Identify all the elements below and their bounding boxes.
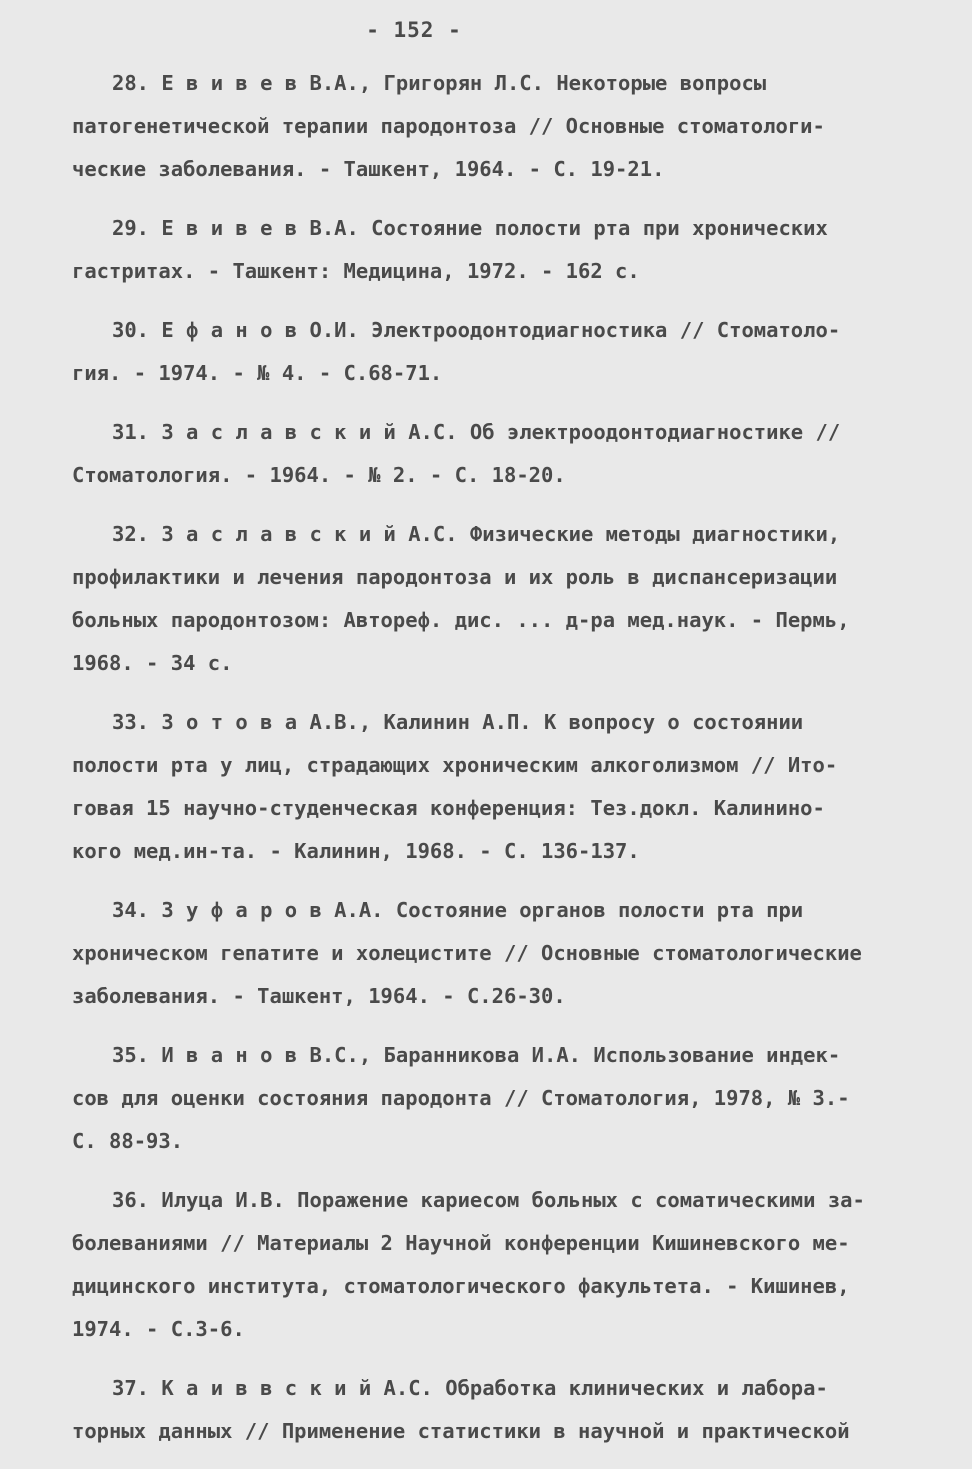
entry-line: заболевания. - Ташкент, 1964. - С.26-30. bbox=[72, 984, 566, 1008]
bibliography-entry bbox=[72, 889, 894, 1018]
entry-line: патогенетической терапии пародонтоза // Основные стоматологи- bbox=[72, 114, 825, 138]
entry-line: хроническом гепатите и холецистите // Основные стоматологические bbox=[72, 941, 862, 965]
entry-line: полости рта у лиц, страдающих хроническим алкоголизмом // Ито- bbox=[72, 753, 838, 777]
bibliography-entry bbox=[72, 207, 894, 293]
entry-line: 35. И в а н о в В.С., Баранникова И.А. Использование индек- bbox=[112, 1043, 841, 1067]
entry-line: 1974. - С.3-6. bbox=[72, 1317, 245, 1341]
entry-line: 28. Е в и в е в В.А., Григорян Л.С. Некоторые вопросы bbox=[112, 71, 767, 95]
entry-line: 36. Илуца И.В. Поражение кариесом больных с соматическими за- bbox=[112, 1188, 865, 1212]
entry-line: болеваниями // Материалы 2 Научной конференции Кишиневского ме- bbox=[72, 1231, 850, 1255]
entry-line: торных данных // Применение статистики в научной и практической bbox=[72, 1419, 850, 1443]
bibliography-entry bbox=[72, 1179, 894, 1351]
entry-line: 30. Е ф а н о в О.И. Электроодонтодиагностика // Стоматоло- bbox=[112, 318, 841, 342]
bibliography-list bbox=[72, 62, 894, 1469]
entry-line: ческие заболевания. - Ташкент, 1964. - С. 19-21. bbox=[72, 157, 665, 181]
bibliography-entry bbox=[72, 1367, 894, 1453]
bibliography-entry bbox=[72, 1034, 894, 1163]
entry-line: сов для оценки состояния пародонта // Стоматология, 1978, № 3.- bbox=[72, 1086, 850, 1110]
entry-line: 1968. - 34 с. bbox=[72, 651, 233, 675]
entry-line: гия. - 1974. - № 4. - С.68-71. bbox=[72, 361, 443, 385]
entry-line: кого мед.ин-та. - Калинин, 1968. - С. 136-137. bbox=[72, 839, 640, 863]
bibliography-entry bbox=[72, 62, 894, 191]
entry-line: профилактики и лечения пародонтоза и их роль в диспансеризации bbox=[72, 565, 838, 589]
entry-line: С. 88-93. bbox=[72, 1129, 184, 1153]
entry-line: Стоматология. - 1964. - № 2. - С. 18-20. bbox=[72, 463, 566, 487]
bibliography-entry bbox=[72, 411, 894, 497]
entry-line: 29. Е в и в е в В.А. Состояние полости рта при хронических bbox=[112, 216, 828, 240]
bibliography-entry bbox=[72, 513, 894, 685]
entry-line: 34. З у ф а р о в А.А. Состояние органов полости рта при bbox=[112, 898, 804, 922]
entry-line: 31. З а с л а в с к и й А.С. Об электроодонтодиагностике // bbox=[112, 420, 841, 444]
bibliography-entry bbox=[72, 701, 894, 873]
entry-line: 32. З а с л а в с к и й А.С. Физические методы диагностики, bbox=[112, 522, 841, 546]
entry-line: гастритах. - Ташкент: Медицина, 1972. - 162 с. bbox=[72, 259, 640, 283]
bibliography-entry bbox=[72, 309, 894, 395]
entry-line: дицинского института, стоматологического факультета. - Кишинев, bbox=[72, 1274, 850, 1298]
entry-line: больных пародонтозом: Автореф. дис. ... д-ра мед.наук. - Пермь, bbox=[72, 608, 850, 632]
page-number: - 152 - bbox=[366, 18, 462, 42]
entry-line: 37. К а и в в с к и й А.С. Обработка клинических и лабора- bbox=[112, 1376, 828, 1400]
entry-line: 33. З о т о в а А.В., Калинин А.П. К вопросу о состоянии bbox=[112, 710, 804, 734]
entry-line: говая 15 научно-студенческая конференция: Тез.докл. Калинино- bbox=[72, 796, 825, 820]
